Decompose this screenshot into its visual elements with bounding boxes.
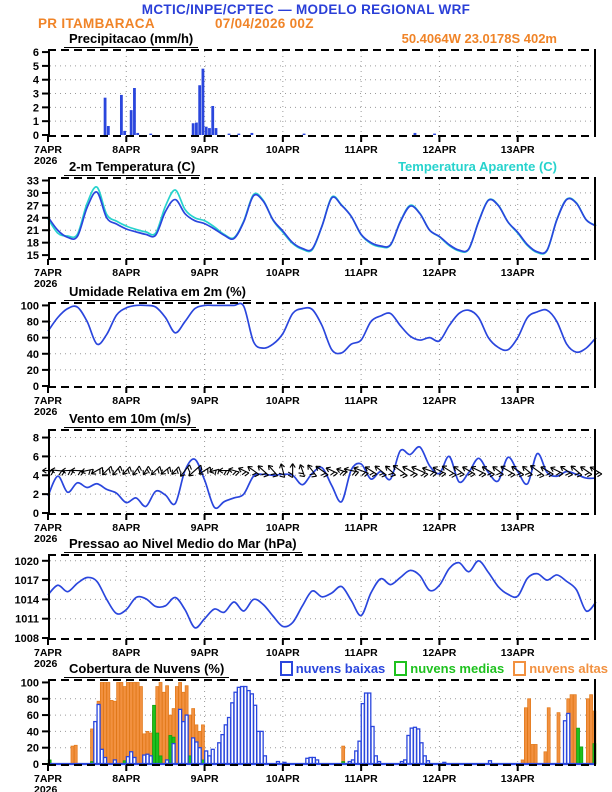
humidity-chart	[0, 301, 612, 422]
high-clouds-legend-item	[513, 661, 608, 676]
svg-text:2026: 2026	[34, 658, 58, 670]
svg-text:9APR: 9APR	[190, 395, 219, 407]
humidity-header	[0, 284, 612, 300]
svg-text:21: 21	[26, 225, 39, 238]
svg-text:27: 27	[26, 200, 39, 213]
svg-text:8: 8	[32, 432, 39, 445]
svg-text:10APR: 10APR	[265, 395, 300, 407]
svg-text:6: 6	[32, 451, 39, 464]
cloud-cover-title: Cobertura de Nuvens (%)	[64, 661, 229, 678]
svg-text:40: 40	[26, 348, 39, 361]
svg-text:60: 60	[26, 710, 39, 723]
svg-text:9APR: 9APR	[190, 647, 219, 659]
svg-text:7APR: 7APR	[34, 395, 63, 407]
svg-text:2026: 2026	[34, 533, 58, 545]
svg-text:8APR: 8APR	[112, 522, 141, 534]
svg-text:1020: 1020	[14, 555, 39, 568]
low-clouds-swatch-icon	[280, 661, 293, 676]
high-clouds-swatch-icon	[513, 661, 526, 676]
svg-text:10APR: 10APR	[265, 647, 300, 659]
svg-text:10APR: 10APR	[265, 773, 300, 785]
svg-text:11APR: 11APR	[344, 267, 378, 279]
svg-text:20: 20	[26, 742, 39, 755]
humidity-title: Umidade Relativa em 2m (%)	[64, 284, 251, 301]
svg-text:8APR: 8APR	[112, 144, 141, 156]
svg-text:33: 33	[26, 175, 39, 188]
cloud-cover-chart	[0, 678, 612, 792]
svg-text:20: 20	[26, 364, 39, 377]
temperature-header	[0, 159, 612, 175]
svg-text:60: 60	[26, 332, 39, 345]
svg-text:4: 4	[32, 74, 39, 87]
svg-text:15: 15	[26, 250, 39, 263]
svg-text:80: 80	[26, 693, 39, 706]
svg-text:8APR: 8APR	[112, 267, 141, 279]
svg-text:80: 80	[26, 316, 39, 329]
svg-text:0: 0	[32, 381, 39, 393]
svg-text:13APR: 13APR	[500, 144, 535, 156]
cloud-legend	[280, 661, 608, 676]
mid-clouds-label: nuvens medias	[410, 661, 505, 676]
svg-text:6: 6	[32, 47, 39, 60]
svg-text:2026: 2026	[34, 278, 58, 290]
svg-text:18: 18	[26, 237, 39, 250]
pressure-title: Pressao ao Nivel Medio do Mar (hPa)	[64, 536, 302, 553]
svg-text:2: 2	[32, 102, 39, 115]
model-run-datetime: 07/04/2026 00Z	[215, 16, 314, 31]
precipitation-chart	[0, 48, 612, 171]
svg-text:13APR: 13APR	[500, 522, 535, 534]
precipitation-header	[0, 31, 612, 47]
svg-text:30: 30	[26, 187, 39, 200]
svg-text:8APR: 8APR	[112, 773, 141, 785]
svg-text:2026: 2026	[34, 406, 58, 418]
svg-text:13APR: 13APR	[500, 395, 535, 407]
precipitation-title: Precipitacao (mm/h)	[64, 31, 198, 48]
svg-text:1014: 1014	[14, 594, 39, 607]
svg-text:2: 2	[32, 489, 39, 502]
svg-text:10APR: 10APR	[265, 267, 300, 279]
svg-text:40: 40	[26, 726, 39, 739]
svg-text:100: 100	[20, 677, 39, 690]
svg-text:12APR: 12APR	[422, 267, 457, 279]
svg-text:11APR: 11APR	[344, 395, 378, 407]
svg-text:11APR: 11APR	[344, 522, 378, 534]
svg-text:3: 3	[32, 88, 39, 101]
svg-text:12APR: 12APR	[422, 773, 457, 785]
svg-text:8APR: 8APR	[112, 395, 141, 407]
svg-text:8APR: 8APR	[112, 647, 141, 659]
temperature-chart	[0, 176, 612, 294]
wind-title: Vento em 10m (m/s)	[64, 411, 196, 428]
svg-text:5: 5	[32, 60, 39, 73]
svg-text:1: 1	[32, 116, 39, 129]
svg-text:7APR: 7APR	[34, 773, 63, 785]
svg-text:0: 0	[32, 130, 39, 142]
high-clouds-label: nuvens altas	[529, 661, 608, 676]
svg-text:13APR: 13APR	[500, 773, 535, 785]
svg-text:100: 100	[20, 300, 39, 313]
mid-clouds-legend-item	[394, 661, 504, 676]
svg-text:7APR: 7APR	[34, 522, 63, 534]
svg-text:9APR: 9APR	[190, 144, 219, 156]
apparent-temperature-legend: Temperatura Aparente (C)	[395, 159, 560, 174]
station-coordinates: 50.4064W 23.0178S 402m	[399, 31, 560, 46]
low-clouds-legend-item	[280, 661, 386, 676]
svg-text:12APR: 12APR	[422, 395, 457, 407]
mid-clouds-swatch-icon	[394, 661, 407, 676]
svg-text:7APR: 7APR	[34, 267, 63, 279]
svg-text:24: 24	[26, 212, 39, 225]
svg-text:9APR: 9APR	[190, 522, 219, 534]
svg-text:4: 4	[32, 470, 39, 483]
temperature-title: 2-m Temperatura (C)	[64, 159, 200, 176]
page-title: MCTIC/INPE/CPTEC — MODELO REGIONAL WRF	[141, 2, 471, 17]
wind-chart	[0, 428, 612, 549]
pressure-header	[0, 536, 612, 552]
svg-text:9APR: 9APR	[190, 267, 219, 279]
cloud-cover-header	[0, 661, 612, 677]
svg-text:12APR: 12APR	[422, 647, 457, 659]
svg-text:12APR: 12APR	[422, 144, 457, 156]
pressure-chart	[0, 553, 612, 674]
svg-text:1011: 1011	[15, 613, 39, 626]
svg-text:0: 0	[32, 508, 39, 520]
station-name: PR ITAMBARACA	[38, 16, 155, 31]
svg-text:11APR: 11APR	[344, 144, 378, 156]
svg-text:9APR: 9APR	[190, 773, 219, 785]
svg-text:11APR: 11APR	[344, 647, 378, 659]
svg-text:7APR: 7APR	[34, 144, 63, 156]
svg-text:2026: 2026	[34, 155, 58, 167]
low-clouds-label: nuvens baixas	[295, 661, 386, 676]
svg-text:12APR: 12APR	[422, 522, 457, 534]
wind-header	[0, 411, 612, 427]
svg-text:2026: 2026	[34, 784, 58, 792]
svg-text:11APR: 11APR	[344, 773, 378, 785]
svg-text:1008: 1008	[14, 633, 39, 645]
svg-text:7APR: 7APR	[34, 647, 63, 659]
svg-text:1017: 1017	[14, 575, 39, 588]
svg-text:10APR: 10APR	[265, 522, 300, 534]
svg-text:13APR: 13APR	[500, 647, 535, 659]
svg-text:0: 0	[32, 759, 39, 771]
svg-text:10APR: 10APR	[265, 144, 300, 156]
svg-text:13APR: 13APR	[500, 267, 535, 279]
